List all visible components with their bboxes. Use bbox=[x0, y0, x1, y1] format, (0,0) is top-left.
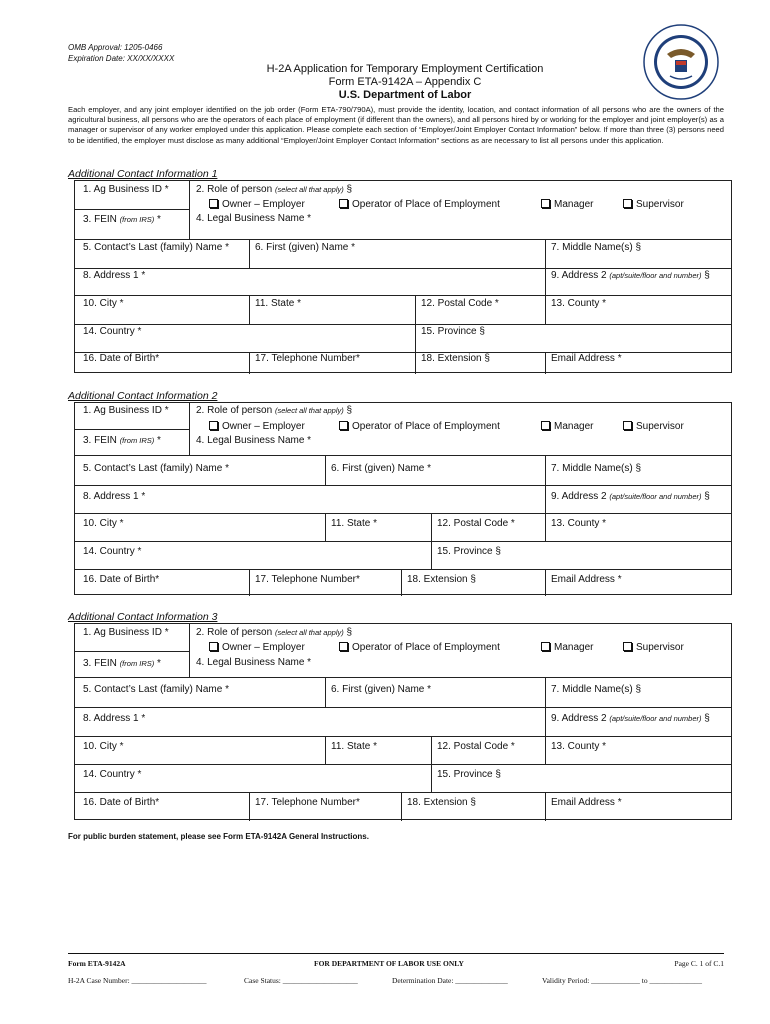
county-label: 13. County * bbox=[551, 518, 607, 529]
fein-note: (from IRS) bbox=[119, 215, 155, 224]
legal-business-name-label: 4. Legal Business Name * bbox=[196, 435, 312, 446]
legal-business-name-label: 4. Legal Business Name * bbox=[196, 657, 312, 668]
checkbox-icon bbox=[339, 199, 348, 208]
checkbox-icon bbox=[209, 199, 218, 208]
owner-label: Owner – Employer bbox=[222, 642, 305, 653]
manager-label: Manager bbox=[554, 642, 594, 653]
ag-business-id-label: 1. Ag Business ID * bbox=[83, 405, 169, 416]
province-label: 15. Province § bbox=[437, 546, 501, 557]
address2-text: 9. Address 2 bbox=[551, 270, 607, 281]
role-of-person-label bbox=[196, 405, 352, 417]
state-label: 11. State * bbox=[331, 741, 377, 752]
footer-validity-period: Validity Period: _____________ to ______________ bbox=[542, 976, 702, 985]
agency-name: U.S. Department of Labor bbox=[338, 89, 472, 101]
checkbox-icon bbox=[541, 199, 550, 208]
date-of-birth-label: 16. Date of Birth* bbox=[83, 574, 160, 585]
manager-label: Manager bbox=[554, 199, 594, 210]
supervisor-label: Supervisor bbox=[636, 199, 684, 210]
city-label: 10. City * bbox=[83, 741, 124, 752]
postal-code-label: 12. Postal Code * bbox=[421, 298, 499, 309]
email-label: Email Address * bbox=[551, 353, 622, 364]
last-name-label: 5. Contact’s Last (family) Name * bbox=[83, 463, 229, 474]
footer-determination-date: Determination Date: ______________ bbox=[392, 976, 508, 985]
fein-mark: * bbox=[154, 435, 161, 446]
form-title: H-2A Application for Temporary Employment Certification bbox=[266, 63, 544, 75]
supervisor-label: Supervisor bbox=[636, 642, 684, 653]
address1-label: 8. Address 1 * bbox=[83, 491, 146, 502]
telephone-label: 17. Telephone Number* bbox=[255, 353, 360, 364]
fein-label bbox=[83, 435, 161, 447]
omb-block bbox=[68, 42, 174, 64]
address2-label bbox=[551, 491, 710, 503]
address2-mark: § bbox=[701, 713, 710, 724]
address2-note: (apt/suite/floor and number) bbox=[609, 492, 702, 501]
state-label: 11. State * bbox=[255, 298, 301, 309]
city-label: 10. City * bbox=[83, 518, 124, 529]
role-operator-checkbox[interactable] bbox=[339, 199, 500, 211]
province-label: 15. Province § bbox=[437, 769, 501, 780]
dol-seal-icon bbox=[643, 24, 719, 100]
address2-label bbox=[551, 713, 710, 725]
role-note: (select all that apply) bbox=[274, 628, 344, 637]
role-of-person-label bbox=[196, 627, 352, 639]
address2-mark: § bbox=[701, 270, 710, 281]
supervisor-label: Supervisor bbox=[636, 421, 684, 432]
first-name-label: 6. First (given) Name * bbox=[255, 242, 356, 253]
role-label-text: 2. Role of person bbox=[196, 405, 273, 416]
first-name-label: 6. First (given) Name * bbox=[331, 684, 432, 695]
owner-label: Owner – Employer bbox=[222, 199, 305, 210]
state-label: 11. State * bbox=[331, 518, 377, 529]
address2-mark: § bbox=[701, 491, 710, 502]
last-name-label: 5. Contact’s Last (family) Name * bbox=[83, 242, 229, 253]
role-mark: § bbox=[343, 405, 353, 416]
operator-label: Operator of Place of Employment bbox=[352, 199, 500, 210]
form-subtitle: Form ETA-9142A – Appendix C bbox=[328, 76, 482, 88]
role-operator-checkbox[interactable] bbox=[339, 421, 500, 433]
role-mark: § bbox=[343, 627, 353, 638]
contact-section-1 bbox=[74, 180, 732, 373]
role-operator-checkbox[interactable] bbox=[339, 642, 500, 654]
footer-page-number: Page C. 1 of C.1 bbox=[674, 959, 724, 968]
expiration-date: Expiration Date: XX/XX/XXXX bbox=[68, 54, 175, 63]
province-label: 15. Province § bbox=[421, 326, 485, 337]
owner-label: Owner – Employer bbox=[222, 421, 305, 432]
middle-name-label: 7. Middle Name(s) § bbox=[551, 463, 642, 474]
fein-text: 3. FEIN bbox=[83, 435, 117, 446]
ag-business-id-label: 1. Ag Business ID * bbox=[83, 184, 169, 195]
role-owner-checkbox[interactable] bbox=[209, 199, 305, 211]
role-manager-checkbox[interactable] bbox=[541, 199, 593, 211]
manager-label: Manager bbox=[554, 421, 594, 432]
address2-text: 9. Address 2 bbox=[551, 713, 607, 724]
fein-label bbox=[83, 214, 161, 226]
email-label: Email Address * bbox=[551, 574, 622, 585]
middle-name-label: 7. Middle Name(s) § bbox=[551, 242, 642, 253]
role-supervisor-checkbox[interactable] bbox=[623, 642, 684, 654]
address1-label: 8. Address 1 * bbox=[83, 270, 146, 281]
postal-code-label: 12. Postal Code * bbox=[437, 741, 515, 752]
role-manager-checkbox[interactable] bbox=[541, 642, 593, 654]
address2-note: (apt/suite/floor and number) bbox=[609, 271, 702, 280]
role-of-person-label bbox=[196, 184, 352, 196]
section-heading-2: Additional Contact Information 2 bbox=[68, 390, 218, 402]
fein-note: (from IRS) bbox=[119, 436, 155, 445]
ag-business-id-label: 1. Ag Business ID * bbox=[83, 627, 169, 638]
middle-name-label: 7. Middle Name(s) § bbox=[551, 684, 642, 695]
country-label: 14. Country * bbox=[83, 769, 142, 780]
footer-form-id: Form ETA-9142A bbox=[68, 959, 126, 968]
address2-note: (apt/suite/floor and number) bbox=[609, 714, 702, 723]
fein-mark: * bbox=[154, 658, 161, 669]
operator-label: Operator of Place of Employment bbox=[352, 421, 500, 432]
footer-dol-use: FOR DEPARTMENT OF LABOR USE ONLY bbox=[314, 959, 464, 968]
checkbox-icon bbox=[209, 642, 218, 651]
contact-section-3 bbox=[74, 623, 732, 820]
fein-note: (from IRS) bbox=[119, 659, 155, 668]
role-note: (select all that apply) bbox=[274, 406, 344, 415]
county-label: 13. County * bbox=[551, 298, 607, 309]
footer-case-status: Case Status: ____________________ bbox=[244, 976, 358, 985]
role-manager-checkbox[interactable] bbox=[541, 421, 593, 433]
checkbox-icon bbox=[623, 642, 632, 651]
fein-text: 3. FEIN bbox=[83, 214, 117, 225]
telephone-label: 17. Telephone Number* bbox=[255, 574, 360, 585]
role-mark: § bbox=[343, 184, 353, 195]
role-owner-checkbox[interactable] bbox=[209, 421, 305, 433]
intro-instructions: Each employer, and any joint employer identified on the job order (Form ETA-790/790A), must provide the identity, location, and contact information of all persons who are the owners of the agricultural business, all persons who are the operators of each place of employment (if different than the owners), and all persons hired by or working for the employer and joint employer(s) as a manager or supervisor of any worker employed under this application. Please complete each section of “Employer/Joint Employer Contact Information” below. If more than three (3) persons need to be identified, the employer must disclose as many additional “Employer/Joint Employer Contact Information” sections as are necessary to list all persons under this application. bbox=[68, 105, 724, 145]
extension-label: 18. Extension § bbox=[407, 574, 476, 585]
burden-statement: For public burden statement, please see Form ETA-9142A General Instructions. bbox=[68, 832, 369, 841]
section-heading-1: Additional Contact Information 1 bbox=[68, 168, 218, 180]
checkbox-icon bbox=[623, 199, 632, 208]
extension-label: 18. Extension § bbox=[407, 797, 476, 808]
date-of-birth-label: 16. Date of Birth* bbox=[83, 797, 160, 808]
address2-label bbox=[551, 270, 710, 282]
contact-section-2 bbox=[74, 402, 732, 595]
checkbox-icon bbox=[623, 421, 632, 430]
date-of-birth-label: 16. Date of Birth* bbox=[83, 353, 160, 364]
footer-case-number: H-2A Case Number: ____________________ bbox=[68, 976, 207, 985]
role-note: (select all that apply) bbox=[274, 185, 344, 194]
extension-label: 18. Extension § bbox=[421, 353, 490, 364]
address2-text: 9. Address 2 bbox=[551, 491, 607, 502]
fein-label bbox=[83, 658, 161, 670]
telephone-label: 17. Telephone Number* bbox=[255, 797, 360, 808]
last-name-label: 5. Contact’s Last (family) Name * bbox=[83, 684, 229, 695]
email-label: Email Address * bbox=[551, 797, 622, 808]
country-label: 14. Country * bbox=[83, 326, 142, 337]
role-label-text: 2. Role of person bbox=[196, 184, 273, 195]
postal-code-label: 12. Postal Code * bbox=[437, 518, 515, 529]
country-label: 14. Country * bbox=[83, 546, 142, 557]
fein-mark: * bbox=[154, 214, 161, 225]
checkbox-icon bbox=[541, 421, 550, 430]
role-owner-checkbox[interactable] bbox=[209, 642, 305, 654]
omb-approval: OMB Approval: 1205-0466 bbox=[68, 43, 163, 52]
fein-text: 3. FEIN bbox=[83, 658, 117, 669]
role-supervisor-checkbox[interactable] bbox=[623, 199, 684, 211]
checkbox-icon bbox=[209, 421, 218, 430]
checkbox-icon bbox=[339, 421, 348, 430]
first-name-label: 6. First (given) Name * bbox=[331, 463, 432, 474]
section-heading-3: Additional Contact Information 3 bbox=[68, 611, 218, 623]
county-label: 13. County * bbox=[551, 741, 607, 752]
checkbox-icon bbox=[339, 642, 348, 651]
city-label: 10. City * bbox=[83, 298, 124, 309]
footer-divider bbox=[68, 953, 724, 954]
address1-label: 8. Address 1 * bbox=[83, 713, 146, 724]
legal-business-name-label: 4. Legal Business Name * bbox=[196, 213, 312, 224]
role-label-text: 2. Role of person bbox=[196, 627, 273, 638]
operator-label: Operator of Place of Employment bbox=[352, 642, 500, 653]
checkbox-icon bbox=[541, 642, 550, 651]
role-supervisor-checkbox[interactable] bbox=[623, 421, 684, 433]
